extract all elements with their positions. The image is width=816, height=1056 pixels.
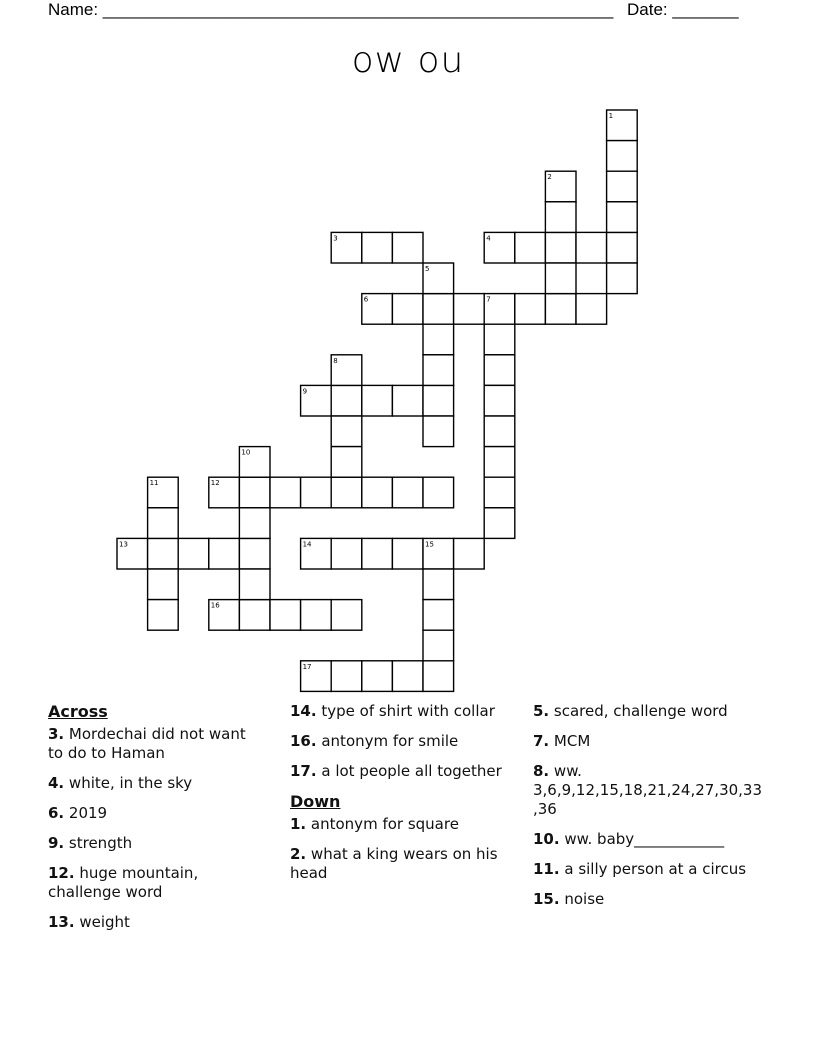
- grid-cell[interactable]: [545, 294, 576, 325]
- grid-cell[interactable]: [362, 385, 393, 416]
- grid-cell-number: 3: [333, 234, 338, 243]
- grid-cell[interactable]: [607, 141, 638, 172]
- grid-cell[interactable]: [148, 600, 179, 631]
- grid-cell-number: 10: [241, 448, 251, 457]
- grid-cell[interactable]: [331, 416, 362, 447]
- grid-cell[interactable]: [301, 600, 332, 631]
- grid-cell[interactable]: [576, 232, 607, 263]
- grid-cell[interactable]: [239, 477, 270, 508]
- grid-cell[interactable]: [178, 538, 209, 569]
- grid-cell[interactable]: [484, 324, 515, 355]
- grid-cell[interactable]: [301, 477, 332, 508]
- clue-down-10: 10. ww. baby____________: [533, 830, 725, 848]
- clue-across-12: 12. huge mountain, challenge word: [48, 864, 199, 901]
- grid-cell[interactable]: [392, 538, 423, 569]
- clue-down-15: 15. noise: [533, 890, 605, 908]
- grid-cell[interactable]: [392, 661, 423, 692]
- grid-cell-number: 17: [302, 662, 312, 671]
- grid-cell[interactable]: [484, 447, 515, 478]
- grid-cell[interactable]: [515, 232, 546, 263]
- grid-cell[interactable]: [362, 661, 393, 692]
- grid-cell[interactable]: [392, 477, 423, 508]
- grid-cell[interactable]: [423, 477, 454, 508]
- grid-cell-number: 15: [425, 540, 434, 549]
- grid-cell[interactable]: [362, 477, 393, 508]
- clues-column-1: [48, 702, 248, 943]
- grid-cell-number: 1: [608, 112, 614, 120]
- grid-cell[interactable]: [362, 232, 393, 263]
- grid-cell[interactable]: [270, 477, 301, 508]
- clues-column-2: [290, 702, 505, 894]
- grid-cell[interactable]: [148, 538, 179, 569]
- grid-cell[interactable]: [484, 416, 515, 447]
- grid-cell[interactable]: [148, 569, 179, 600]
- grid-cell[interactable]: [423, 600, 454, 631]
- clue-across-16: 16. antonym for smile: [290, 732, 459, 750]
- grid-cell-number: 4: [486, 234, 491, 243]
- grid-cell[interactable]: [607, 202, 638, 233]
- grid-cell[interactable]: [331, 385, 362, 416]
- clue-across-4: 4. white, in the sky: [48, 774, 193, 792]
- clue-down-7: 7. MCM: [533, 732, 591, 750]
- grid-cell[interactable]: [423, 324, 454, 355]
- grid-cell[interactable]: [423, 569, 454, 600]
- grid-cell[interactable]: [576, 294, 607, 325]
- grid-cell[interactable]: [423, 294, 454, 325]
- grid-cell-number: 7: [486, 295, 491, 304]
- grid-cell-number: 6: [363, 295, 369, 304]
- clue-across-9: 9. strength: [48, 834, 133, 852]
- grid-cell-number: 5: [425, 265, 430, 273]
- grid-cell[interactable]: [484, 385, 515, 416]
- grid-cell-number: 9: [302, 387, 308, 396]
- clues-column-3: [533, 702, 763, 920]
- grid-cell-number: 2: [547, 173, 552, 182]
- grid-cell[interactable]: [331, 600, 362, 631]
- grid-cell[interactable]: [239, 569, 270, 600]
- grid-cell[interactable]: [423, 385, 454, 416]
- grid-cell-number: 16: [210, 601, 220, 610]
- grid-cell[interactable]: [331, 477, 362, 508]
- grid-cell[interactable]: [515, 294, 546, 325]
- grid-cell[interactable]: [209, 538, 240, 569]
- clue-down-1: 1. antonym for square: [290, 815, 459, 833]
- grid-cell-number: 14: [302, 540, 312, 549]
- grid-cell[interactable]: [607, 263, 638, 294]
- grid-cell[interactable]: [545, 263, 576, 294]
- grid-cell[interactable]: [423, 661, 454, 692]
- clue-across-14: 14. type of shirt with collar: [290, 702, 495, 720]
- grid-cell-number: 8: [333, 356, 338, 365]
- grid-cell[interactable]: [484, 477, 515, 508]
- grid-cell[interactable]: [607, 171, 638, 202]
- grid-cell-number: 11: [149, 479, 159, 488]
- grid-cell-number: 13: [119, 540, 128, 549]
- grid-cell[interactable]: [454, 294, 485, 325]
- puzzle-title: ow ou: [351, 40, 465, 81]
- clue-down-8: 8. ww. 3,6,9,12,15,18,21,24,27,30,33,36: [533, 762, 763, 818]
- grid-cell[interactable]: [392, 232, 423, 263]
- grid-cell[interactable]: [545, 202, 576, 233]
- grid-cell[interactable]: [484, 508, 515, 539]
- name-field-line[interactable]: Name: ______________________________________________________: [48, 0, 614, 19]
- clue-across-6: 6. 2019: [48, 804, 108, 822]
- grid-cell[interactable]: [423, 355, 454, 386]
- date-field-line[interactable]: Date: _______: [627, 0, 739, 19]
- grid-cell[interactable]: [423, 630, 454, 661]
- across-heading: Across: [48, 702, 108, 721]
- clue-across-17: 17. a lot people all together: [290, 762, 502, 780]
- grid-cell[interactable]: [484, 355, 515, 386]
- clue-down-11: 11. a silly person at a circus: [533, 860, 747, 878]
- grid-cell[interactable]: [607, 232, 638, 263]
- grid-cell[interactable]: [545, 232, 576, 263]
- grid-cell[interactable]: [148, 508, 179, 539]
- grid-cell[interactable]: [454, 538, 485, 569]
- clue-across-3: 3. Mordechai did not want to do to Haman: [48, 725, 246, 762]
- clue-across-13: 13. weight: [48, 913, 130, 931]
- grid-cell[interactable]: [270, 600, 301, 631]
- grid-cell[interactable]: [331, 661, 362, 692]
- grid-cell[interactable]: [362, 538, 393, 569]
- grid-cell[interactable]: [239, 600, 270, 631]
- down-heading: Down: [290, 792, 341, 811]
- grid-cell[interactable]: [331, 538, 362, 569]
- clue-down-2: 2. what a king wears on his head: [290, 845, 498, 882]
- clue-down-5: 5. scared, challenge word: [533, 702, 728, 720]
- grid-cell[interactable]: [423, 416, 454, 447]
- grid-cell[interactable]: [331, 447, 362, 478]
- grid-cell[interactable]: [239, 508, 270, 539]
- grid-cell[interactable]: [392, 294, 423, 325]
- grid-cell[interactable]: [239, 538, 270, 569]
- grid-cell-number: 12: [210, 479, 220, 488]
- grid-cell[interactable]: [392, 385, 423, 416]
